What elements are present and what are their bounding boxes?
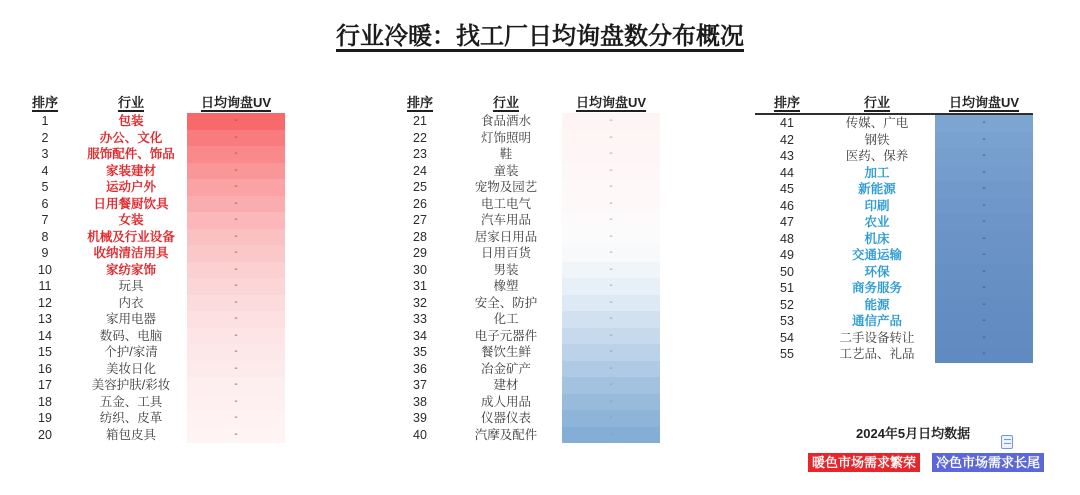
uv-heat-cell: - [935,280,1033,297]
uv-heat-cell: - [562,311,660,328]
uv-column-header: 日均询盘UV [948,95,1020,110]
industry-cell: 男装 [493,262,519,277]
table-row [390,394,660,411]
industry-cell: 运动户外 [105,180,156,194]
rank-cell: 42 [780,132,794,147]
uv-heat-cell: - [562,212,660,229]
uv-heat-cell: - [562,377,660,394]
table-body [390,113,660,443]
industry-cell: 箱包皮具 [105,427,156,442]
rank-cell: 11 [38,279,52,293]
uv-heat-cell: - [187,278,285,295]
rank-cell: 36 [413,361,427,376]
table-body [755,115,1033,363]
table-row [15,344,285,361]
uv-heat-cell: - [187,427,285,444]
uv-column-header: 日均询盘UV [200,95,272,110]
rank-cell: 18 [38,394,52,409]
rank-cell: 5 [41,180,49,194]
industry-cell: 安全、防护 [474,295,538,310]
industry-cell: 工艺品、礼品 [839,347,915,361]
table-row [755,330,1033,347]
industry-cell: 二手设备转让 [839,330,915,345]
table-row [390,163,660,180]
rank-cell: 13 [38,312,52,326]
table-row [390,278,660,295]
uv-heat-cell: - [935,297,1033,314]
uv-heat-cell: - [935,264,1033,281]
warm-legend-chip: 暖色市场需求繁荣 [808,453,920,472]
uv-heat-cell: - [562,245,660,262]
uv-heat-cell: - [935,247,1033,264]
table-row [15,262,285,279]
rank-cell: 33 [413,312,427,326]
rank-column-header: 排序 [31,95,58,110]
table-row [755,132,1033,149]
rank-cell: 54 [780,330,794,345]
rank-cell: 53 [780,314,794,328]
table-row [390,262,660,279]
rank-cell: 45 [780,182,794,196]
rank-cell: 40 [413,427,427,442]
rank-column-header: 排序 [773,95,800,110]
rank-cell: 37 [413,378,427,392]
rank-cell: 1 [41,114,49,128]
rank-cell: 17 [38,378,52,392]
uv-heat-cell: - [935,198,1033,215]
table-row [15,427,285,444]
table-row [390,130,660,147]
rank-cell: 52 [780,297,794,312]
rank-column-header: 排序 [406,95,433,110]
rank-cell: 26 [413,196,427,211]
rank-cell: 31 [413,279,427,293]
industry-cell: 机床 [864,231,890,246]
industry-cell: 环保 [864,264,890,279]
rank-cell: 10 [38,262,52,277]
table-row [15,245,285,262]
table-row [755,280,1033,297]
uv-heat-cell: - [935,313,1033,330]
industry-cell: 家装建材 [105,163,156,178]
table-row [15,146,285,163]
industry-cell: 印刷 [864,198,890,213]
rank-cell: 29 [413,246,427,260]
table-row [15,229,285,246]
rank-cell: 14 [38,328,52,343]
rank-cell: 55 [780,347,794,361]
uv-heat-cell: - [187,229,285,246]
table-row [755,148,1033,165]
industry-cell: 居家日用品 [474,229,538,244]
uv-heat-cell: - [562,262,660,279]
table-row [390,229,660,246]
rank-cell: 46 [780,198,794,213]
rank-cell: 30 [413,262,427,277]
uv-heat-cell: - [187,245,285,262]
table-row [390,361,660,378]
rank-cell: 41 [780,116,794,130]
rank-cell: 44 [780,165,794,180]
rank-cell: 25 [413,180,427,194]
uv-heat-cell: - [935,231,1033,248]
industry-cell: 农业 [864,215,890,229]
industry-cell: 家用电器 [105,312,156,326]
table-row [755,181,1033,198]
rank-cell: 27 [413,213,427,227]
table-header-row [15,95,285,113]
table-row [755,198,1033,215]
uv-heat-cell: - [562,163,660,180]
industry-cell: 食品酒水 [480,114,531,128]
rank-cell: 28 [413,229,427,244]
industry-cell: 仪器仪表 [480,411,531,425]
rank-cell: 15 [38,345,52,359]
industry-cell: 成人用品 [480,394,531,409]
uv-heat-cell: - [935,330,1033,347]
rank-cell: 9 [41,246,49,260]
uv-heat-cell: - [187,328,285,345]
table-row [390,377,660,394]
uv-heat-cell: - [935,181,1033,198]
table-row [755,247,1033,264]
table-row [390,113,660,130]
uv-heat-cell: - [562,278,660,295]
table-row [15,295,285,312]
rank-cell: 48 [780,231,794,246]
industry-cell: 童装 [493,163,519,178]
color-legend [808,453,1044,472]
uv-heat-cell: - [187,130,285,147]
uv-heat-cell: - [187,146,285,163]
table-row [755,214,1033,231]
rank-cell: 3 [41,147,49,161]
rank-cell: 7 [41,213,49,227]
uv-heat-cell: - [187,295,285,312]
industry-cell: 商务服务 [851,281,902,295]
table-row [15,311,285,328]
ranking-table-1-20 [15,95,285,443]
table-row [15,394,285,411]
uv-heat-cell: - [935,214,1033,231]
rank-cell: 50 [780,264,794,279]
table-row [390,410,660,427]
table-row [390,295,660,312]
industry-cell: 个护/家清 [104,345,158,359]
uv-heat-cell: - [187,410,285,427]
table-row [755,115,1033,132]
industry-column-header: 行业 [492,95,519,110]
industry-cell: 新能源 [858,182,896,196]
uv-heat-cell: - [562,295,660,312]
table-row [755,231,1033,248]
industry-cell: 鞋 [499,147,513,161]
table-row [15,410,285,427]
table-row [15,196,285,213]
industry-cell: 钢铁 [864,132,890,147]
uv-heat-cell: - [562,328,660,345]
uv-heat-cell: - [935,115,1033,132]
rank-cell: 20 [38,427,52,442]
uv-heat-cell: - [562,130,660,147]
table-row [15,179,285,196]
table-row [390,311,660,328]
rank-cell: 12 [38,295,52,310]
industry-cell: 机械及行业设备 [87,229,175,244]
uv-heat-cell: - [187,163,285,180]
industry-cell: 通信产品 [851,314,902,328]
table-row [390,245,660,262]
table-row [390,328,660,345]
table-row [15,163,285,180]
industry-cell: 宠物及园艺 [474,180,538,194]
uv-heat-cell: - [562,394,660,411]
uv-heat-cell: - [562,179,660,196]
industry-cell: 日用餐厨饮具 [93,196,169,211]
uv-heat-cell: - [562,410,660,427]
uv-heat-cell: - [562,344,660,361]
rank-cell: 51 [780,281,794,295]
uv-heat-cell: - [935,165,1033,182]
industry-cell: 化工 [493,312,519,326]
table-row [390,196,660,213]
table-row [15,377,285,394]
rank-cell: 21 [413,114,427,128]
rank-cell: 19 [38,411,52,425]
rank-cell: 8 [41,229,49,244]
industry-cell: 建材 [493,378,519,392]
table-row [390,344,660,361]
ranking-table-41-55 [755,95,1033,363]
rank-cell: 22 [413,130,427,145]
industry-cell: 收纳清洁用具 [93,246,169,260]
cool-legend-chip: 冷色市场需求长尾 [932,453,1044,472]
uv-heat-cell: - [187,262,285,279]
table-header-row [390,95,660,113]
industry-cell: 家纺家饰 [105,262,156,277]
rank-cell: 34 [413,328,427,343]
industry-cell: 电工电气 [480,196,531,211]
industry-cell: 加工 [864,165,890,180]
industry-cell: 办公、文化 [99,130,163,145]
uv-heat-cell: - [562,196,660,213]
rank-cell: 4 [41,163,49,178]
industry-cell: 冶金矿产 [480,361,531,376]
industry-cell: 医药、保养 [845,149,909,163]
rank-cell: 23 [413,147,427,161]
table-row [755,297,1033,314]
industry-cell: 能源 [864,297,890,312]
table-row [15,113,285,130]
data-period-note: 2024年5月日均数据 [856,426,971,441]
industry-cell: 女装 [118,213,144,227]
rank-cell: 6 [41,196,49,211]
rank-cell: 2 [41,130,49,145]
rank-cell: 35 [413,345,427,359]
table-row [390,427,660,444]
table-row [15,278,285,295]
uv-heat-cell: - [935,132,1033,149]
uv-column-header: 日均询盘UV [575,95,647,110]
table-row [15,212,285,229]
uv-heat-cell: - [562,361,660,378]
table-row [15,328,285,345]
rank-cell: 24 [413,163,427,178]
industry-cell: 餐饮生鲜 [480,345,531,359]
rank-cell: 43 [780,149,794,163]
uv-heat-cell: - [562,229,660,246]
industry-cell: 日用百货 [480,246,531,260]
rank-cell: 32 [413,295,427,310]
table-row [390,212,660,229]
industry-cell: 汽摩及配件 [474,427,538,442]
table-row [390,179,660,196]
industry-cell: 橡塑 [493,279,519,293]
industry-cell: 五金、工具 [99,394,163,409]
industry-cell: 包装 [118,114,144,128]
rank-cell: 39 [413,411,427,425]
industry-cell: 美容护肤/彩妆 [91,378,171,392]
industry-column-header: 行业 [117,95,144,110]
uv-heat-cell: - [935,346,1033,363]
industry-cell: 传媒、广电 [845,116,909,130]
uv-heat-cell: - [187,196,285,213]
table-row [390,146,660,163]
industry-cell: 美妆日化 [105,361,156,376]
uv-heat-cell: - [187,311,285,328]
mini-doc-icon [1001,435,1013,449]
table-body [15,113,285,443]
uv-heat-cell: - [935,148,1033,165]
industry-cell: 灯饰照明 [480,130,531,145]
uv-heat-cell: - [187,212,285,229]
uv-heat-cell: - [562,146,660,163]
table-row [755,313,1033,330]
industry-cell: 电子元器件 [474,328,538,343]
industry-cell: 交通运输 [851,248,902,262]
industry-cell: 内衣 [118,295,144,310]
table-row [755,264,1033,281]
industry-column-header: 行业 [863,95,890,110]
industry-cell: 纺织、皮革 [99,411,163,425]
table-row [15,130,285,147]
table-row [15,361,285,378]
rank-cell: 47 [780,215,794,229]
uv-heat-cell: - [187,377,285,394]
rank-cell: 49 [780,248,794,262]
industry-cell: 数码、电脑 [99,328,163,343]
page-title: 行业冷暖：找工厂日均询盘数分布概况 [336,23,744,50]
rank-cell: 38 [413,394,427,409]
uv-heat-cell: - [562,113,660,130]
uv-heat-cell: - [187,113,285,130]
uv-heat-cell: - [187,179,285,196]
table-header-row [755,95,1033,115]
table-row [755,346,1033,363]
table-row [755,165,1033,182]
industry-cell: 玩具 [118,279,144,293]
industry-cell: 汽车用品 [480,213,531,227]
uv-heat-cell: - [187,344,285,361]
industry-cell: 服饰配件、饰品 [87,147,175,161]
rank-cell: 16 [38,361,52,376]
uv-heat-cell: - [562,427,660,444]
uv-heat-cell: - [187,361,285,378]
ranking-table-21-40 [390,95,660,443]
uv-heat-cell: - [187,394,285,411]
